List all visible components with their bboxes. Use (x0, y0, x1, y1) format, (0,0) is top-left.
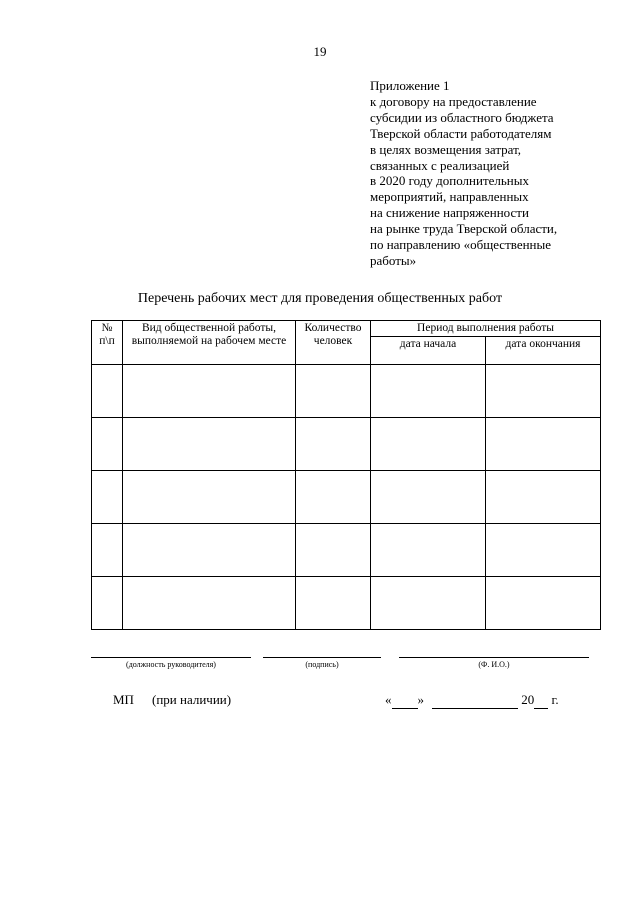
header-number: № п\п (92, 321, 123, 365)
cell-end-date[interactable] (486, 418, 601, 471)
cell-work-type[interactable] (123, 524, 296, 577)
table-row (92, 524, 601, 577)
document-title: Перечень рабочих мест для проведения общественных работ (137, 291, 503, 306)
cell-start-date[interactable] (371, 577, 486, 630)
cell-number[interactable] (92, 365, 123, 418)
header-count: Количество человек (296, 321, 371, 365)
signature-block (91, 657, 600, 671)
cell-count[interactable] (296, 471, 371, 524)
header-work-type: Вид общественной работы, выполняемой на рабочем месте (123, 321, 296, 365)
quote-open: « (385, 692, 392, 707)
table-row (92, 418, 601, 471)
stamp-label: МП (113, 692, 134, 707)
cell-start-date[interactable] (371, 418, 486, 471)
cell-end-date[interactable] (486, 365, 601, 418)
cell-start-date[interactable] (371, 524, 486, 577)
table-row (92, 577, 601, 630)
cell-number[interactable] (92, 524, 123, 577)
year-prefix: 20 (521, 692, 535, 707)
cell-work-type[interactable] (123, 365, 296, 418)
cell-end-date[interactable] (486, 471, 601, 524)
appendix-line: к договору на предоставление (370, 93, 537, 109)
quote-close: » (417, 692, 424, 707)
page-number: 19 (313, 44, 327, 59)
appendix-line: Приложение 1 (370, 78, 450, 93)
table-row (92, 471, 601, 524)
cell-number[interactable] (92, 418, 123, 471)
cell-end-date[interactable] (486, 577, 601, 630)
appendix-line: мероприятий, направленных (370, 189, 529, 205)
cell-end-date[interactable] (486, 524, 601, 577)
cell-work-type[interactable] (123, 577, 296, 630)
stamp-note: (при наличии) (152, 692, 232, 707)
footer-row (0, 692, 640, 710)
appendix-line: в 2020 году дополнительных (370, 173, 529, 189)
cell-count[interactable] (296, 524, 371, 577)
header-end-date: дата окончания (486, 337, 601, 365)
cell-work-type[interactable] (123, 418, 296, 471)
workplaces-table (91, 320, 601, 630)
appendix-line: по направлению «общественные (370, 237, 552, 253)
day-blank[interactable] (392, 692, 418, 709)
header-period: Период выполнения работы (371, 321, 601, 337)
cell-number[interactable] (92, 577, 123, 630)
table-row (92, 365, 601, 418)
date-line (385, 692, 559, 709)
signature-line[interactable]: (подпись) (263, 657, 381, 669)
cell-number[interactable] (92, 471, 123, 524)
appendix-line: на снижение напряженности (370, 205, 529, 221)
appendix-line: связанных с реализацией (370, 157, 510, 173)
cell-start-date[interactable] (371, 365, 486, 418)
header-start-date: дата начала (371, 337, 486, 365)
month-blank[interactable] (432, 692, 518, 709)
full-name-line[interactable]: (Ф. И.О.) (399, 657, 589, 669)
cell-work-type[interactable] (123, 471, 296, 524)
appendix-line: субсидии из областного бюджета (370, 109, 554, 125)
appendix-line: в целях возмещения затрат, (370, 141, 522, 157)
appendix-line: работы» (370, 252, 417, 268)
cell-count[interactable] (296, 365, 371, 418)
appendix-line: на рынке труда Тверской области, (370, 221, 558, 237)
cell-start-date[interactable] (371, 471, 486, 524)
cell-count[interactable] (296, 577, 371, 630)
year-suffix: г. (551, 692, 559, 707)
appendix-heading (370, 78, 620, 269)
year-blank[interactable] (534, 692, 548, 709)
position-signature-line[interactable]: (должность руководителя) (91, 657, 251, 669)
appendix-line: Тверской области работодателям (370, 125, 552, 141)
cell-count[interactable] (296, 418, 371, 471)
